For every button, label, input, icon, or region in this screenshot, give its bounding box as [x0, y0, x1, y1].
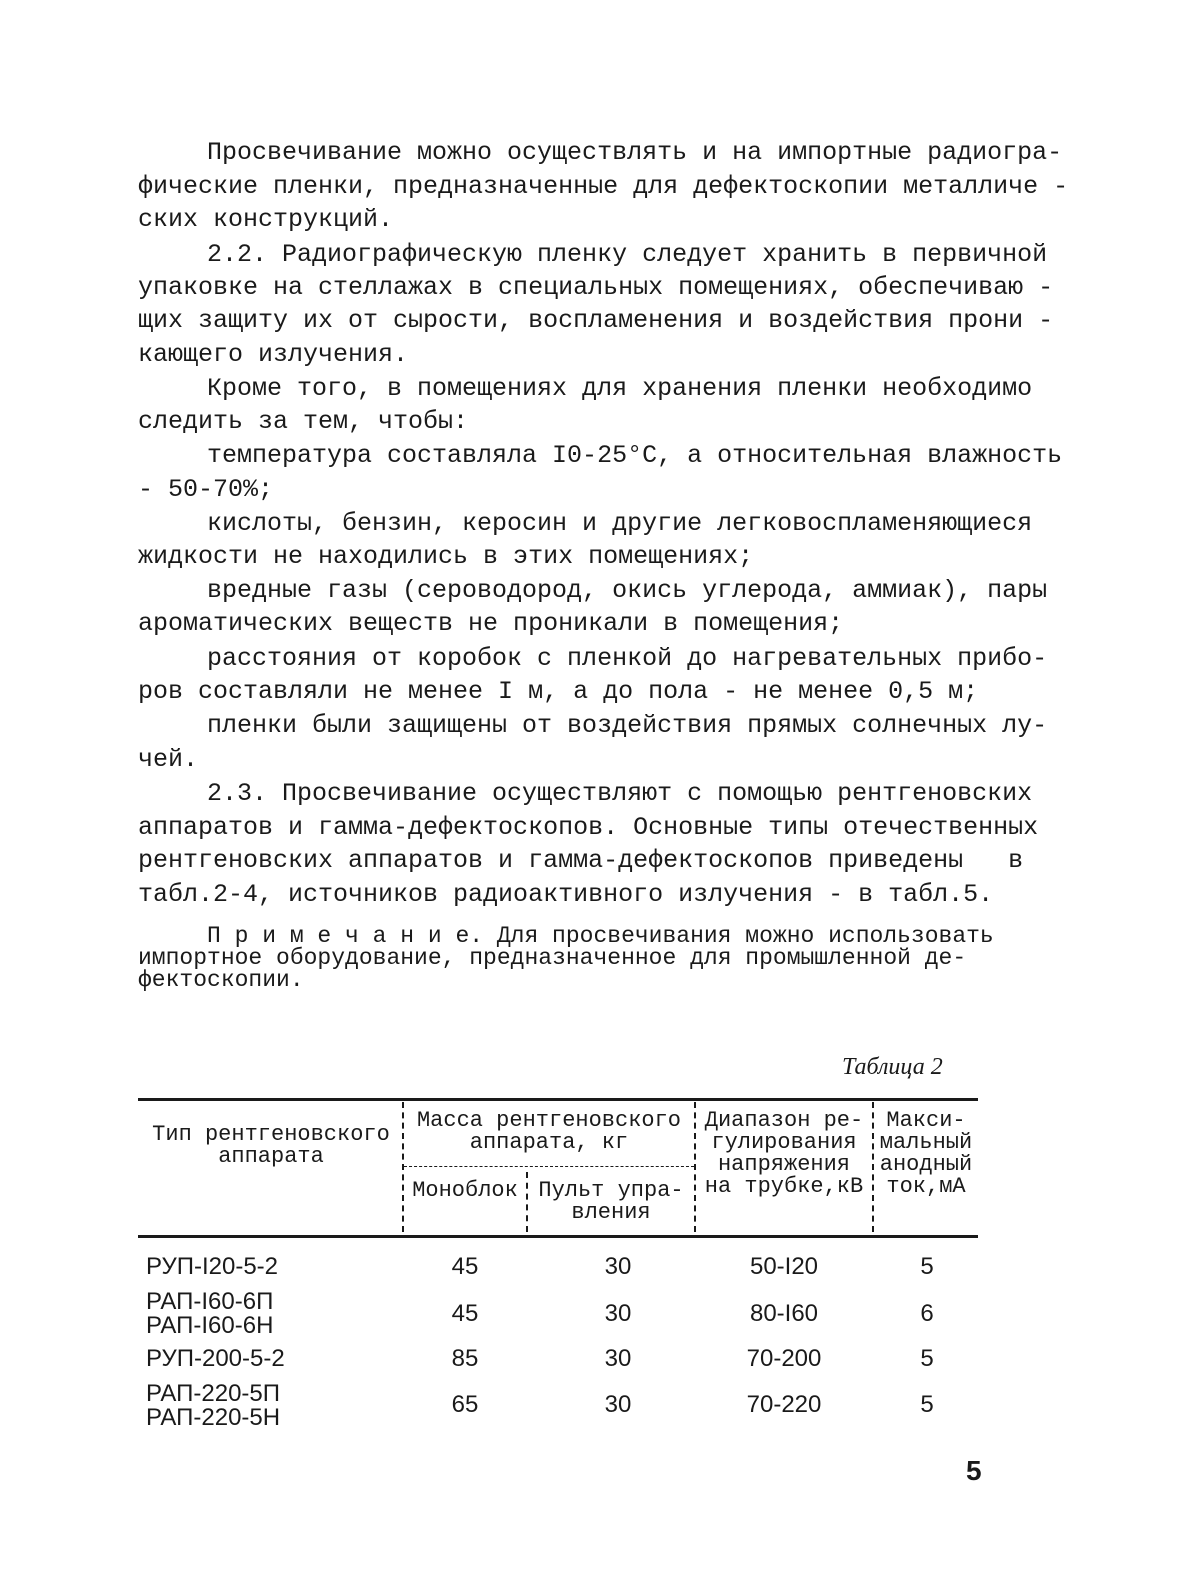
text-line: рентгеновских аппаратов и гамма-дефектоскопов приведены в — [138, 846, 1024, 875]
text-line: кислоты, бензин, керосин и другие легковоспламеняющиеся — [207, 509, 1033, 538]
text-line: расстояния от коробок с пленкой до нагревательных прибо- — [207, 644, 1048, 673]
header-mono: Моноблок — [412, 1178, 518, 1203]
text-line: упаковке на стеллажах в специальных помещениях, обеспечиваю - — [138, 273, 1054, 302]
header-panel: Пульт упра- вления — [538, 1178, 684, 1225]
cell-range: 70-220 — [746, 1391, 822, 1418]
cell-type: РАП-I60-6П РАП-I60-6Н — [146, 1288, 274, 1339]
text-line: ров составляли не менее I м, а до пола - не менее 0,5 м; — [138, 677, 979, 706]
note-line: импортное оборудование, предназначенное для промышленной де- — [138, 945, 967, 971]
cell-panel: 30 — [604, 1391, 632, 1418]
text-line: Просвечивание можно осуществлять и на импортные радиогра- — [207, 138, 1063, 167]
text-line: вредные газы (сероводород, окись углерода, аммиак), пары — [207, 576, 1048, 605]
header-mass: Масса рентгеновского аппарата, кг — [416, 1108, 682, 1155]
cell-mono: 45 — [451, 1253, 479, 1280]
cell-current: 5 — [920, 1391, 934, 1418]
text-line: 2.2. Радиографическую пленку следует хранить в первичной — [207, 240, 1048, 269]
cell-current: 5 — [920, 1345, 934, 1372]
cell-range: 50-I20 — [749, 1253, 819, 1280]
table-header-rule — [138, 1235, 978, 1238]
cell-mono: 85 — [451, 1345, 479, 1372]
header-type: Тип рентгеновского аппарата — [152, 1122, 390, 1169]
text-line: ских конструкций. — [138, 205, 394, 234]
cell-type: РУП-200-5-2 — [146, 1345, 285, 1372]
text-line: аппаратов и гамма-дефектоскопов. Основные типы отечественных — [138, 813, 1039, 842]
cell-type: РАП-220-5П РАП-220-5Н — [146, 1380, 281, 1431]
header-range: Диапазон ре- гулирования напряжения на трубке,кВ — [704, 1108, 864, 1199]
text-line: температура составляла I0-25°С, а относительная влажность — [207, 441, 1063, 470]
text-line: щих защиту их от сырости, воспламенения и воздействия прони - — [138, 306, 1054, 335]
cell-panel: 30 — [604, 1345, 632, 1372]
cell-panel: 30 — [604, 1300, 632, 1327]
cell-mono: 45 — [451, 1300, 479, 1327]
text-line: жидкости не находились в этих помещениях; — [138, 542, 754, 571]
text-line: кающего излучения. — [138, 340, 409, 369]
note-line: фектоскопии. — [138, 967, 304, 993]
text-line: ароматических веществ не проникали в помещения; — [138, 609, 844, 638]
text-line: Кроме того, в помещениях для хранения пленки необходимо — [207, 374, 1033, 403]
cell-current: 6 — [920, 1300, 934, 1327]
table-subheader-rule — [404, 1166, 694, 1167]
text-line: табл.2-4, источников радиоактивного излучения - в табл.5. — [138, 880, 994, 909]
text-line: следить за тем, чтобы: — [138, 407, 469, 436]
page-number: 5 — [966, 1455, 982, 1486]
cell-current: 5 — [920, 1253, 934, 1280]
text-line: фические пленки, предназначенные для дефектоскопии металличе - — [138, 172, 1069, 201]
text-line: - 50-70%; — [138, 475, 274, 504]
cell-mono: 65 — [451, 1391, 479, 1418]
table-top-rule — [138, 1098, 978, 1101]
header-current: Макси- мальный анодный ток,мА — [879, 1108, 973, 1199]
cell-range: 70-200 — [746, 1345, 822, 1372]
table-caption: Таблица 2 — [842, 1054, 943, 1080]
text-line: чей. — [138, 745, 199, 774]
note-line: П р и м е ч а н и е. Для просвечивания можно использовать — [207, 923, 994, 949]
text-line: пленки были защищены от воздействия прямых солнечных лу- — [207, 711, 1048, 740]
cell-panel: 30 — [604, 1253, 632, 1280]
cell-range: 80-I60 — [749, 1300, 819, 1327]
cell-type: РУП-I20-5-2 — [146, 1253, 279, 1280]
text-line: 2.3. Просвечивание осуществляют с помощью рентгеновских — [207, 779, 1033, 808]
